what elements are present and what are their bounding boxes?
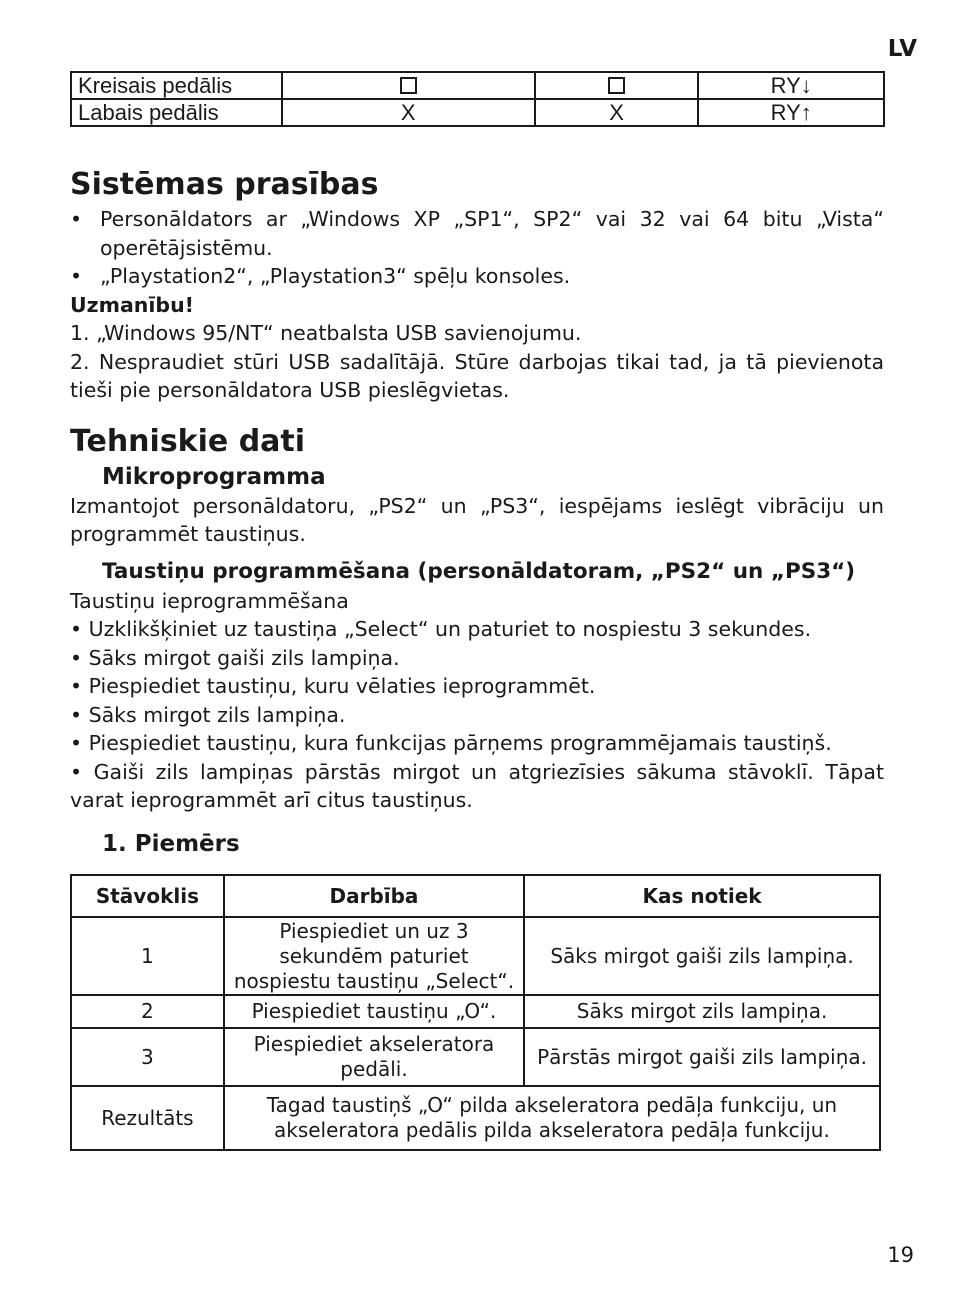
table-row [71, 917, 880, 995]
programming-step: • Gaiši zils lampiņas pārstās mirgot un atgriezīsies sākuma stāvoklī. Tāpat varat ieprogrammēt arī citus taustiņus. [70, 758, 884, 815]
cell-value [282, 72, 535, 99]
action-cell: Piespiediet taustiņu „O“. [224, 995, 524, 1028]
warning-note: 2. Nespraudiet stūri USB sadalītājā. Stūre darbojas tikai tad, ja tā pievienota tieši pie personāldatora USB pieslēgvietas. [70, 349, 884, 402]
example-title: 1. Piemērs [102, 830, 240, 857]
state-cell: 2 [71, 995, 224, 1028]
list-item: • Personāldators ar „Windows XP „SP1“, SP2“ vai 32 vai 64 bitu „Vista“ operētājsistēmu. [70, 205, 884, 262]
programming-step: • Sāks mirgot zils lampiņa. [70, 701, 884, 730]
cell-value: X [535, 99, 699, 126]
column-header: Darbība [224, 875, 524, 917]
square-icon [400, 77, 417, 94]
cell-value: RY↓ [698, 72, 884, 99]
table-row [71, 995, 880, 1028]
row-label: Labais pedālis [71, 99, 282, 126]
result-summary-cell: Tagad taustiņš „O“ pilda akseleratora pedāļa funkciju, un akseleratora pedālis pilda akseleratora pedāļa funkciju. [224, 1086, 880, 1150]
button-mapping-table [70, 71, 885, 127]
column-header: Stāvoklis [71, 875, 224, 917]
programming-step: • Uzklikšķiniet uz taustiņa „Select“ un paturiet to nospiestu 3 sekundes. [70, 615, 884, 644]
row-label: Kreisais pedālis [71, 72, 282, 99]
cell-value: RY↑ [698, 99, 884, 126]
warning-label: Uzmanību! [70, 292, 195, 317]
firmware-text: Izmantojot personāldatoru, „PS2“ un „PS3“, iespējams ieslēgt vibrāciju un programmēt taustiņus. [70, 493, 884, 546]
example-table [70, 874, 881, 1151]
action-cell: Piespiediet un uz 3 sekundēm paturiet nospiestu taustiņu „Select“. [224, 917, 524, 995]
result-cell: Sāks mirgot gaiši zils lampiņa. [524, 917, 880, 995]
warning-note: 1. „Windows 95/NT“ neatbalsta USB savienojumu. [70, 321, 582, 345]
cell-value: X [282, 99, 535, 126]
programming-step: • Piespiediet taustiņu, kuru vēlaties ieprogrammēt. [70, 672, 884, 701]
page-number: 19 [887, 1243, 914, 1267]
action-cell: Piespiediet akseleratora pedāli. [224, 1028, 524, 1086]
column-header: Kas notiek [524, 875, 880, 917]
table-row [71, 1086, 880, 1150]
programming-step: • Piespiediet taustiņu, kura funkcijas pārņems programmējamais taustiņš. [70, 729, 884, 758]
firmware-title: Mikroprogramma [102, 463, 326, 490]
state-cell: 1 [71, 917, 224, 995]
programming-intro: Taustiņu ieprogrammēšana [70, 588, 349, 613]
table-row [71, 72, 884, 99]
table-row [71, 99, 884, 126]
language-code: LV [887, 36, 917, 62]
result-cell: Pārstās mirgot gaiši zils lampiņa. [524, 1028, 880, 1086]
state-cell: 3 [71, 1028, 224, 1086]
table-header-row [71, 875, 880, 917]
requirements-list [70, 205, 884, 291]
technical-data-title: Tehniskie dati [70, 423, 306, 459]
cell-value [535, 72, 699, 99]
programming-title: Taustiņu programmēšana (personāldatoram, „PS2“ un „PS3“) [102, 558, 856, 584]
programming-step: • Sāks mirgot gaiši zils lampiņa. [70, 644, 884, 673]
result-cell: Sāks mirgot zils lampiņa. [524, 995, 880, 1028]
system-requirements-title: Sistēmas prasības [70, 167, 379, 202]
table-row [71, 1028, 880, 1086]
square-icon [608, 77, 625, 94]
list-item: • „Playstation2“, „Playstation3“ spēļu konsoles. [70, 262, 884, 291]
state-cell: Rezultāts [71, 1086, 224, 1150]
page-content [70, 165, 884, 859]
